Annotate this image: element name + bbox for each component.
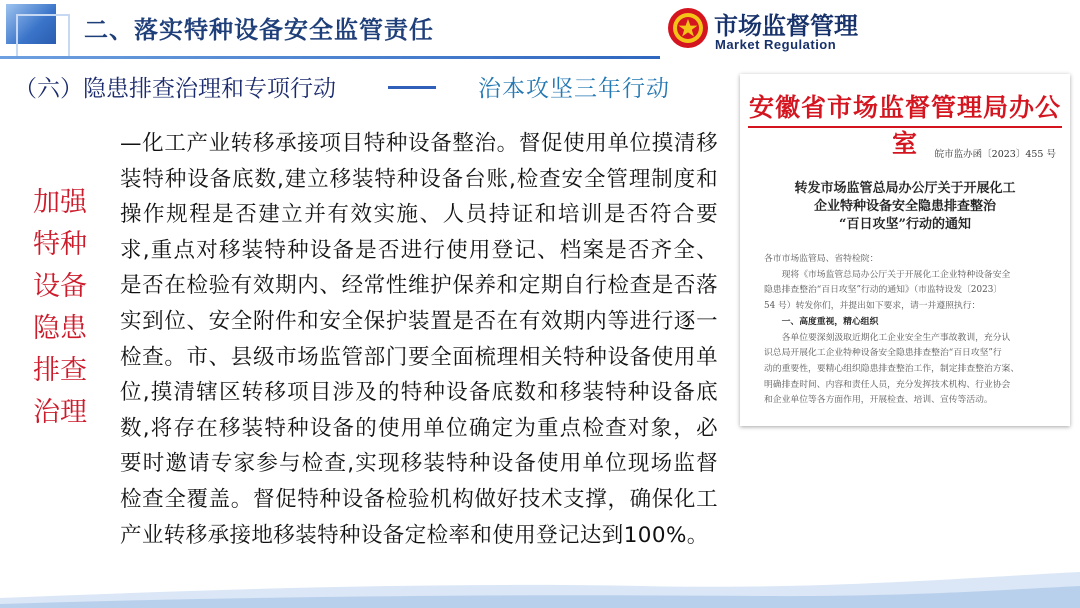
document-number: 皖市监办函〔2023〕455 号 bbox=[934, 149, 1056, 160]
document-body-line: 隐患排查整治“百日攻坚”行动的通知》（市监特设发〔2023〕 bbox=[764, 285, 1003, 296]
document-body-line: 各单位要深刻汲取近期化工企业安全生产事故教训，充分认 bbox=[764, 332, 1011, 343]
vertical-side-label bbox=[33, 182, 93, 434]
document-body-line: 明确排查时间、内容和责任人员，充分发挥技术机构、行业协会 bbox=[764, 379, 1011, 390]
logo-text-english: Market Regulation bbox=[715, 37, 837, 52]
side-label-line: 治理 bbox=[33, 397, 87, 428]
document-body-line: 识总局开展化工企业特种设备安全隐患排查整治“百日攻坚”行 bbox=[764, 348, 1002, 359]
document-body-line: 现将《市场监管总局办公厅关于开展化工企业特种设备安全 bbox=[764, 269, 1011, 280]
side-label-line: 特种 bbox=[33, 229, 87, 260]
subheading-paren-open: （ bbox=[14, 76, 37, 102]
action-title: 治本攻坚三年行动 bbox=[478, 76, 670, 102]
header-decoration-outline bbox=[16, 14, 70, 58]
side-label-line: 排查 bbox=[33, 355, 87, 386]
document-body-line: 和企业单位等各方面作用，开展检查、培训、宣传等活动。 bbox=[764, 395, 993, 406]
document-title-line: 企业特种设备安全隐患排查整治 bbox=[813, 199, 996, 214]
document-body-line: 动的重要性，要精心组织隐患排查整治工作，制定排查整治方案、 bbox=[764, 363, 1020, 374]
subheading-number: 六 bbox=[37, 76, 60, 102]
document-body bbox=[764, 252, 1054, 409]
side-label-line: 加强 bbox=[33, 187, 87, 218]
document-body-line: 54 号）转发你们，并提出如下要求，请一并遵照执行： bbox=[764, 301, 981, 312]
logo-text-chinese: 市场监督管理 bbox=[714, 12, 858, 40]
subheading-connector-line bbox=[388, 86, 436, 89]
market-regulation-emblem-icon bbox=[666, 6, 710, 50]
document-red-rule bbox=[748, 126, 1062, 128]
section-subheading bbox=[14, 70, 336, 103]
document-title-line: 转发市场监管总局办公厅关于开展化工 bbox=[794, 181, 1016, 196]
document-title-line: “百日攻坚”行动的通知 bbox=[839, 217, 971, 232]
slide-title: 二、落实特种设备安全监管责任 bbox=[84, 16, 434, 44]
document-title bbox=[770, 180, 1040, 234]
body-paragraph: —化工产业转移承接项目特种设备整治。督促使用单位摸清移装特种设备底数,建立移装特种设备台账,检查安全管理制度和操作规程是否建立并有效实施、人员持证和培训是否符合要求,重点对移装特种设备是否进行使用登记、档案是否齐全、是否在检验有效期内、经常性维护保养和定期自行检查是否落实到位、安全附件和安全保护装置是否在有效期内等进行逐一检查。市、县级市场监管部门要全面梳理相关特种设备使用单位,摸清辖区转移项目涉及的特种设备底数和移装特种设备底数,将存在移装特种设备的使用单位确定为重点检查对象，必要时邀请专家参与检查,实现移装特种设备使用单位现场监督检查全覆盖。督促特种设备检验机构做好技术支撑，确保化工产业转移承接地移装特种设备定检率和使用登记达到100%。 bbox=[120, 131, 718, 548]
bottom-wave-decoration bbox=[0, 560, 1080, 608]
document-image bbox=[740, 74, 1070, 426]
subheading-text: 隐患排查治理和专项行动 bbox=[83, 76, 336, 102]
document-body-line: 各市市场监管局、省特检院： bbox=[764, 254, 879, 264]
document-section-heading: 一、高度重视，精心组织 bbox=[764, 316, 879, 327]
side-label-line: 设备 bbox=[33, 271, 87, 302]
document-office-header: 安徽省市场监督管理局办公室 bbox=[748, 93, 1061, 158]
subheading-paren-close: ） bbox=[60, 76, 83, 102]
header-divider bbox=[0, 56, 660, 59]
side-label-line: 隐患 bbox=[33, 313, 87, 344]
